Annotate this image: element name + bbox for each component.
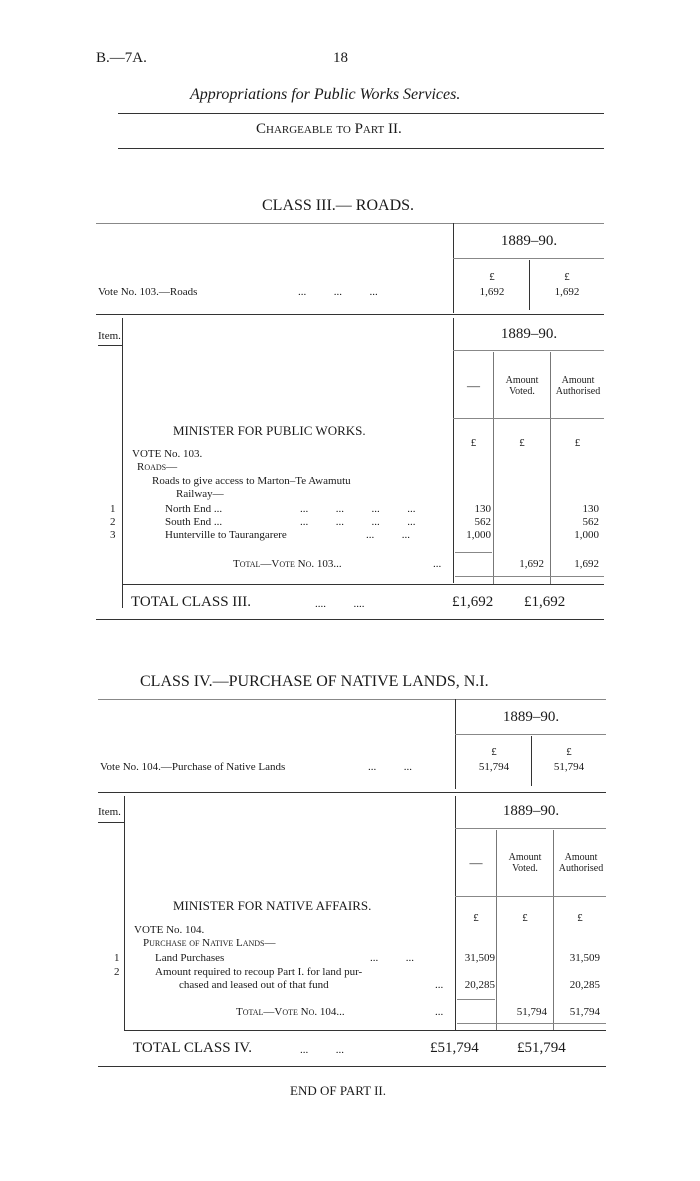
item-authorised: 130	[582, 503, 599, 515]
amount-authorised-header: Amount Authorised	[558, 852, 604, 874]
class4-summary-col1-value: 51,794	[478, 761, 510, 773]
pound-col2: £	[519, 437, 525, 449]
divider	[455, 896, 606, 897]
item-label: South End ...	[165, 516, 223, 528]
divider	[457, 999, 495, 1000]
vote-number: VOTE No. 103.	[132, 448, 203, 460]
leader-dots: ...	[435, 979, 444, 991]
amount-voted-header: Amount Voted.	[508, 852, 542, 874]
dash: —	[469, 855, 483, 870]
class3-grand-total-label: TOTAL CLASS III.	[131, 594, 252, 610]
class3-grand-total-voted: £1,692	[452, 594, 494, 610]
class3-vote-label: Vote No. 103.—Roads	[98, 286, 198, 298]
amount-voted-header: Amount Voted.	[505, 375, 539, 397]
pound-col1: £	[470, 437, 477, 449]
divider	[455, 734, 606, 735]
item-authorised: 562	[582, 516, 599, 528]
leader-dots: ...	[435, 1006, 444, 1018]
class3-summary-col1-value: 1,692	[479, 286, 505, 298]
class3-heading: CLASS III.— ROADS.	[262, 197, 415, 214]
dash: —	[467, 378, 480, 393]
item-description: Railway—	[176, 488, 224, 500]
class4-grand-total-voted: £51,794	[430, 1040, 479, 1056]
divider	[98, 1066, 606, 1067]
item-authorised: 20,285	[569, 979, 600, 991]
item-authorised: 31,509	[569, 952, 600, 964]
leader-dots: ...	[433, 558, 442, 570]
item-description: Roads to give access to Marton–Te Awamutu	[152, 475, 351, 487]
item-number: 2	[114, 966, 120, 978]
vote-total-label: Total—Vote No. 104...	[236, 1006, 345, 1018]
class3-summary-col1-sym: £	[489, 271, 495, 283]
leader-dots: ... ...	[300, 1044, 344, 1056]
group-heading: Purchase of Native Lands—	[143, 937, 276, 949]
leader-dots: ... ...	[366, 529, 410, 541]
divider	[124, 1030, 606, 1031]
item-column-header: Item.	[98, 330, 121, 342]
vote-total-voted: 1,692	[519, 558, 544, 570]
class3-grand-total-authorised: £1,692	[524, 594, 566, 610]
divider	[98, 822, 124, 823]
class4-grand-total-label: TOTAL CLASS IV.	[133, 1040, 252, 1056]
item-label-continued: chased and leased out of that fund	[179, 979, 329, 991]
class3-summary-year: 1889–90.	[500, 233, 558, 249]
item-number: 3	[110, 529, 116, 541]
divider	[122, 584, 604, 585]
column-rule	[496, 830, 497, 1030]
amount-authorised-header: Amount Authorised	[555, 375, 601, 397]
item-column-header: Item.	[98, 806, 121, 818]
divider	[98, 792, 606, 793]
item-number: 1	[114, 952, 120, 964]
section-subtitle: Chargeable to Part II.	[256, 121, 402, 137]
divider	[96, 223, 604, 224]
leader-dots: ... ...	[368, 761, 412, 773]
item-amount: 31,509	[464, 952, 495, 964]
class4-vote-label: Vote No. 104.—Purchase of Native Lands	[100, 761, 286, 773]
leader-dots: ... ... ... ...	[300, 516, 416, 528]
class4-heading: CLASS IV.—PURCHASE OF NATIVE LANDS, N.I.	[140, 673, 489, 690]
item-label: Hunterville to Taurangarere	[165, 529, 287, 541]
divider	[118, 113, 604, 114]
leader-dots: ... ...	[370, 952, 414, 964]
class3-summary-col2-value: 1,692	[554, 286, 580, 298]
divider	[96, 619, 604, 620]
pound-col2: £	[522, 912, 528, 924]
class4-detail-year: 1889–90.	[502, 803, 560, 819]
item-authorised: 1,000	[574, 529, 599, 541]
item-label: North End ...	[165, 503, 223, 515]
column-rule	[453, 318, 454, 583]
leader-dots: ... ... ... ...	[300, 503, 416, 515]
divider	[98, 699, 606, 700]
divider	[98, 345, 122, 346]
group-heading: Roads—	[137, 461, 178, 473]
column-rule	[493, 352, 494, 585]
leader-dots: ... ... ...	[298, 286, 378, 298]
column-rule	[124, 796, 125, 1030]
pound-col3: £	[577, 912, 583, 924]
column-rule	[529, 260, 530, 310]
class4-summary-col1-sym: £	[491, 746, 497, 758]
divider	[455, 552, 492, 553]
vote-total-label: Total—Vote No. 103...	[233, 558, 342, 570]
divider	[455, 828, 606, 829]
leader-dots: .... ....	[315, 598, 365, 610]
divider	[457, 1023, 606, 1024]
divider	[118, 148, 604, 149]
vote-total-authorised: 1,692	[574, 558, 599, 570]
divider	[455, 576, 604, 577]
column-rule	[122, 318, 123, 608]
item-label: Land Purchases	[155, 952, 225, 964]
pound-col3: £	[574, 437, 581, 449]
class3-detail-year: 1889–90.	[500, 326, 558, 342]
item-amount: 20,285	[464, 979, 495, 991]
class4-grand-total-authorised: £51,794	[517, 1040, 566, 1056]
class3-summary-col2-sym: £	[564, 271, 570, 283]
end-of-part-footer: END OF PART II.	[290, 1083, 387, 1098]
divider	[453, 418, 604, 419]
item-amount: 130	[474, 503, 491, 515]
minister-heading: MINISTER FOR NATIVE AFFAIRS.	[173, 898, 372, 913]
minister-heading: MINISTER FOR PUBLIC WORKS.	[173, 423, 366, 438]
divider	[453, 350, 604, 351]
item-number: 2	[110, 516, 116, 528]
class4-summary-col2-value: 51,794	[553, 761, 585, 773]
divider	[96, 314, 604, 315]
page-number: 18	[333, 50, 348, 66]
vote-total-voted: 51,794	[516, 1006, 547, 1018]
pound-col1: £	[473, 912, 479, 924]
vote-number: VOTE No. 104.	[134, 924, 205, 936]
page-title: Appropriations for Public Works Services.	[190, 86, 461, 103]
item-number: 1	[110, 503, 116, 515]
item-label: Amount required to recoup Part I. for land pur-	[155, 966, 363, 978]
vote-total-authorised: 51,794	[569, 1006, 600, 1018]
document-ref: B.—7A.	[96, 50, 147, 66]
class4-summary-col2-sym: £	[566, 746, 572, 758]
class4-summary-year: 1889–90.	[502, 709, 560, 725]
divider	[453, 258, 604, 259]
item-amount: 562	[474, 516, 491, 528]
item-amount: 1,000	[466, 529, 491, 541]
